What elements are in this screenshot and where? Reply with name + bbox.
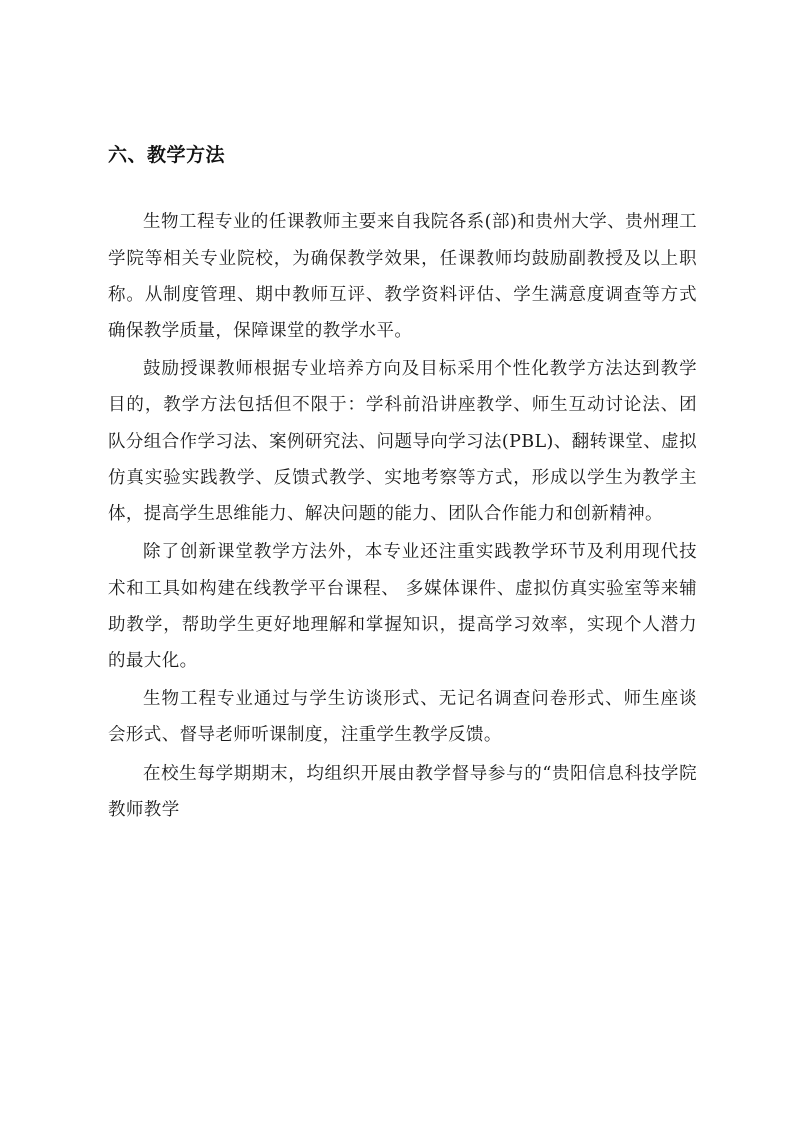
body-paragraph: 除了创新课堂教学方法外，本专业还注重实践教学环节及利用现代技术和工具如构建在线教学平台课程、 多媒体课件、虚拟仿真实验室等来辅助教学，帮助学生更好地理解和掌握知识，提高学习效率，实现个人潜力的最大化。	[108, 542, 697, 672]
body-paragraph: 生物工程专业通过与学生访谈形式、无记名调查问卷形式、师生座谈会形式、督导老师听课制度，注重学生教学反馈。	[108, 689, 697, 746]
body-paragraph: 生物工程专业的任课教师主要来自我院各系(部)和贵州大学、贵州理工学院等相关专业院校，为确保教学效果，任课教师均鼓励副教授及以上职称。从制度管理、期中教师互评、教学资料评估、学生满意度调查等方式确保教学质量，保障课堂的教学水平。	[108, 212, 697, 342]
body-paragraph: 在校生每学期期末，均组织开展由教学督导参与的“贵阳信息科技学院教师教学	[108, 763, 697, 820]
section-heading: 六、教学方法	[108, 144, 226, 166]
body-paragraph: 鼓励授课教师根据专业培养方向及目标采用个性化教学方法达到教学目的，教学方法包括但不限于：学科前沿讲座教学、师生互动讨论法、团队分组合作学习法、案例研究法、问题导向学习法(PBL)、翻转课堂、虚拟仿真实验实践教学、反馈式教学、实地考察等方式，形成以学生为教学主体，提高学生思维能力、解决问题的能力、团队合作能力和创新精神。	[108, 359, 697, 525]
